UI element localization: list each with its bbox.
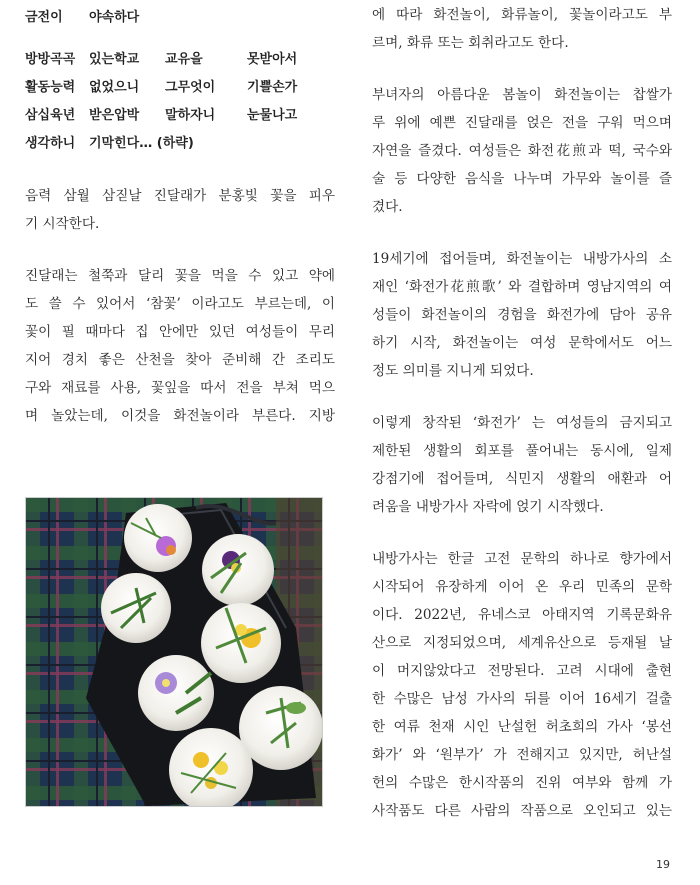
hwajeon-photo <box>25 497 323 807</box>
poem-word: 활동능력 <box>25 80 76 95</box>
text-line: 한 여류 천재 시인 난설헌 허초희의 가사 ‘봉선 <box>372 719 672 735</box>
poem-gap <box>25 32 335 46</box>
text-line: 술 등 다양한 음식을 나누며 가무와 놀이를 즐 <box>372 171 672 187</box>
text-line: 19세기에 접어들며, 화전놀이는 내방가사의 소 <box>372 251 672 267</box>
poem-word: 교유을 <box>165 52 203 67</box>
text-line: 기 시작한다. <box>25 216 100 232</box>
right-column <box>372 0 672 825</box>
poem-line <box>25 130 335 158</box>
text-line: 자연을 즐겼다. 여성들은 화전花煎과 떡, 국수와 <box>372 143 672 159</box>
poem-word: 있는학교 <box>89 52 140 67</box>
poem-word: 금전이 <box>25 10 63 25</box>
paragraph <box>372 545 672 825</box>
poem-word: 생각하니 <box>25 136 76 151</box>
text-line: 루 위에 예쁜 진달래를 얹은 전을 구워 먹으며 <box>372 115 672 131</box>
text-line: 재인 ‘화전가花煎歌’ 와 결합하며 영남지역의 여 <box>372 279 672 295</box>
left-column <box>25 0 335 430</box>
text-line: 헌의 수많은 한시작품의 진위 여부와 함께 가 <box>372 775 672 791</box>
paragraph <box>372 245 672 385</box>
text-line: 시작되어 유장하게 이어 온 우리 민족의 문학 <box>372 579 672 595</box>
text-line: 지어 경치 좋은 산천을 찾아 준비해 간 조리도 <box>25 352 335 368</box>
text-line: 사작품도 다른 사람의 작품으로 오인되고 있는 <box>372 803 672 819</box>
text-line: 에 따라 화전놀이, 화류놀이, 꽃놀이라고도 부 <box>372 7 672 23</box>
text-line: 하기 시작, 화전놀이는 여성 문학에서도 어느 <box>372 335 672 351</box>
text-line: 겼다. <box>372 199 403 215</box>
text-line: 한 수많은 남성 가사의 뒤를 이어 16세기 걸출 <box>372 691 672 707</box>
text-line: 며 놀았는데, 이것을 화전놀이라 부른다. 지방 <box>25 408 335 424</box>
paragraph <box>372 1 672 57</box>
text-line: 화가’ 와 ‘원부가’ 가 전해지고 있지만, 허난설 <box>372 747 672 763</box>
text-line: 강점기에 접어들며, 식민지 생활의 애환과 어 <box>372 471 672 487</box>
poem-word: 그무엇이 <box>165 80 216 95</box>
poem-word: 말하자니 <box>165 108 216 123</box>
poem <box>25 4 335 158</box>
page-number: 19 <box>656 858 670 871</box>
poem-word: 눈물나고 <box>247 108 298 123</box>
text-line: 부녀자의 아름다운 봄놀이 화전놀이는 찹쌀가 <box>372 87 672 103</box>
poem-word: 기막힌다… (하략) <box>89 136 194 151</box>
paragraph <box>25 182 335 238</box>
poem-word: 야속하다 <box>89 10 140 25</box>
text-line: 꽃이 필 때마다 집 안에만 있던 여성들이 무리 <box>25 324 335 340</box>
poem-line <box>25 102 335 130</box>
text-line: 려움을 내방가사 자락에 얹기 시작했다. <box>372 499 604 515</box>
text-line: 성들이 화전놀이의 경험을 화전가에 담아 공유 <box>372 307 672 323</box>
text-line: 이다. 2022년, 유네스코 아태지역 기록문화유 <box>372 607 672 623</box>
poem-word: 없었으니 <box>89 80 140 95</box>
text-line: 음력 삼월 삼짇날 진달래가 분홍빛 꽃을 피우 <box>25 188 335 204</box>
poem-line <box>25 46 335 74</box>
paragraph <box>372 81 672 221</box>
text-line: 정도 의미를 지니게 되었다. <box>372 363 534 379</box>
poem-word: 삼십육년 <box>25 108 76 123</box>
paragraph <box>25 262 335 430</box>
text-line: 이렇게 창작된 ‘화전가’ 는 여성들의 금지되고 <box>372 415 672 431</box>
text-line: 진달래는 철쭉과 달리 꽃을 먹을 수 있고 약에 <box>25 268 335 284</box>
flower-rice-cakes-image <box>26 498 322 806</box>
poem-word: 못받아서 <box>247 52 298 67</box>
text-line: 도 쓸 수 있어서 ‘참꽃’ 이라고도 부르는데, 이 <box>25 296 335 312</box>
poem-line <box>25 74 335 102</box>
poem-word: 기쁠손가 <box>247 80 298 95</box>
text-line: 제한된 생활의 회포를 풀어내는 동시에, 일제 <box>372 443 672 459</box>
text-line: 산으로 지정되었으며, 세계유산으로 등재될 날 <box>372 635 672 651</box>
text-line: 내방가사는 한글 고전 문학의 하나로 향가에서 <box>372 551 672 567</box>
poem-word: 방방곡곡 <box>25 52 76 67</box>
poem-word: 받은압박 <box>89 108 140 123</box>
poem-line <box>25 4 335 32</box>
text-line: 르며, 화류 또는 회취라고도 한다. <box>372 35 569 51</box>
text-line: 이 머지않았다고 전망된다. 고려 시대에 출현 <box>372 663 672 679</box>
text-line: 구와 재료를 사용, 꽃잎을 따서 전을 부쳐 먹으 <box>25 380 335 396</box>
paragraph <box>372 409 672 521</box>
